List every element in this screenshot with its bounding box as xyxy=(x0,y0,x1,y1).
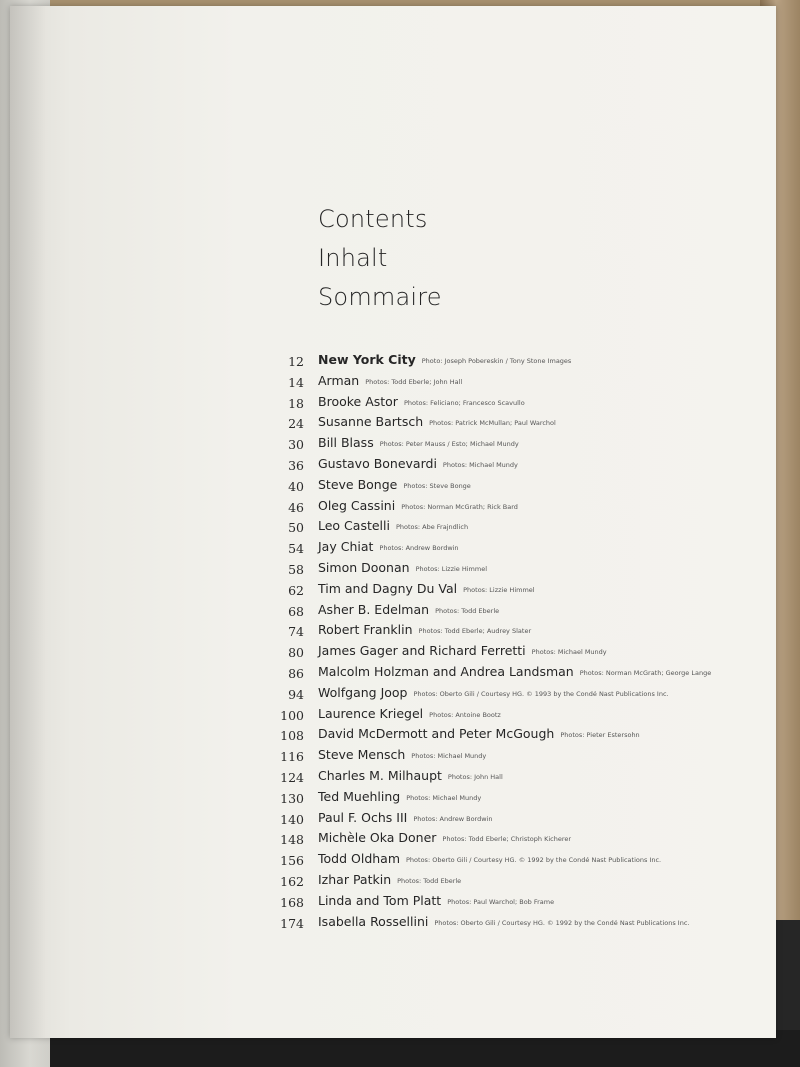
toc-entry-title: Susanne Bartsch xyxy=(318,414,424,430)
toc-photo-credit: Photos: Patrick McMullan; Paul Warchol xyxy=(429,419,556,428)
toc-entry-text xyxy=(318,456,518,471)
toc-page-number: 168 xyxy=(280,894,304,910)
toc-entry xyxy=(278,664,748,685)
toc-page-number: 46 xyxy=(288,499,304,515)
toc-entry xyxy=(278,872,748,893)
toc-page-number: 58 xyxy=(288,561,304,577)
toc-entry xyxy=(278,810,748,831)
toc-photo-credit: Photo: Joseph Pobereskin / Tony Stone Images xyxy=(421,357,572,365)
toc-entry-text xyxy=(318,435,519,450)
toc-photo-credit: Photos: Oberto Gili / Courtesy HG. © 1993 by the Condé Nast Publications Inc. xyxy=(413,689,669,698)
toc-entry-title: Steve Mensch xyxy=(318,747,406,763)
toc-entry-text xyxy=(318,893,554,908)
toc-page-number: 54 xyxy=(288,541,304,557)
toc-photo-credit: Photos: Todd Eberle; John Hall xyxy=(365,377,463,386)
toc-page-number: 140 xyxy=(280,811,304,827)
toc-entry xyxy=(278,893,748,914)
toc-photo-credit: Photos: Andrew Bordwin xyxy=(379,544,459,553)
toc-entry-text xyxy=(318,498,518,513)
toc-photo-credit: Photos: Lizzie Himmel xyxy=(415,564,488,573)
toc-photo-credit: Photos: Oberto Gili / Courtesy HG. © 1992 by the Condé Nast Publications Inc. xyxy=(434,918,690,927)
toc-entry-title: Todd Oldham xyxy=(318,851,401,867)
toc-entry-text xyxy=(318,726,640,741)
toc-entry xyxy=(278,560,748,581)
toc-photo-credit: Photos: Oberto Gili / Courtesy HG. © 1992 by the Condé Nast Publications Inc. xyxy=(406,856,662,865)
toc-photo-credit: Photos: Andrew Bordwin xyxy=(413,814,493,823)
toc-entry xyxy=(278,768,748,789)
toc-entry-title: Wolfgang Joop xyxy=(318,684,408,700)
toc-entry xyxy=(278,685,748,706)
toc-entry xyxy=(278,373,748,394)
toc-entry xyxy=(278,747,748,768)
toc-page-number: 94 xyxy=(288,686,304,702)
toc-entry-title: Laurence Kriegel xyxy=(318,705,424,721)
toc-page-number: 14 xyxy=(288,374,304,390)
toc-entry xyxy=(278,706,748,727)
heading-german: Inhalt xyxy=(318,244,388,272)
heading-english: Contents xyxy=(318,205,428,233)
toc-entry-title: Charles M. Milhaupt xyxy=(318,767,442,783)
toc-page-number: 50 xyxy=(288,520,304,536)
toc-entry xyxy=(278,518,748,539)
toc-entry-title: Tim and Dagny Du Val xyxy=(318,580,458,596)
toc-entry-text xyxy=(318,581,535,596)
toc-entry-title: David McDermott and Peter McGough xyxy=(318,726,555,742)
toc-entry xyxy=(278,643,748,664)
toc-photo-credit: Photos: Antoine Bootz xyxy=(429,710,501,719)
contents-heading xyxy=(318,200,442,317)
toc-entry-text xyxy=(318,789,481,804)
toc-page-number: 100 xyxy=(280,707,304,723)
toc-entry-title: Ted Muehling xyxy=(318,788,401,804)
toc-entry-title: Gustavo Bonevardi xyxy=(318,455,437,471)
toc-entry-title: Robert Franklin xyxy=(318,622,413,638)
toc-entry-title: Malcolm Holzman and Andrea Landsman xyxy=(318,663,574,679)
toc-photo-credit: Photos: Michael Mundy xyxy=(442,460,518,469)
toc-entry-title: New York City xyxy=(318,352,416,367)
toc-entry-text xyxy=(318,352,571,367)
toc-page-number: 174 xyxy=(280,915,304,931)
toc-entry-text xyxy=(318,747,486,762)
toc-entry-text xyxy=(318,414,556,429)
toc-photo-credit: Photos: Michael Mundy xyxy=(406,793,482,802)
toc-photo-credit: Photos: Peter Mauss / Esto; Michael Mundy xyxy=(379,440,519,449)
toc-entry xyxy=(278,456,748,477)
toc-entry-title: Bill Blass xyxy=(318,435,374,451)
toc-entry-text xyxy=(318,394,525,409)
toc-entry-title: Brooke Astor xyxy=(318,393,398,409)
toc-entry-text xyxy=(318,810,492,825)
toc-entry-title: Isabella Rossellini xyxy=(318,913,429,929)
toc-page-number: 68 xyxy=(288,603,304,619)
toc-page-number: 74 xyxy=(288,624,304,640)
toc-photo-credit: Photos: Abe Frajndlich xyxy=(395,523,469,532)
toc-page-number: 24 xyxy=(288,416,304,432)
toc-entry-title: Michèle Oka Doner xyxy=(318,830,437,846)
toc-entry-text xyxy=(318,872,461,887)
toc-entry-title: Asher B. Edelman xyxy=(318,601,430,617)
toc-entry-title: Simon Doonan xyxy=(318,559,410,575)
toc-page-number: 40 xyxy=(288,478,304,494)
toc-photo-credit: Photos: Michael Mundy xyxy=(531,648,607,657)
toc-photo-credit: Photos: Lizzie Himmel xyxy=(463,585,535,594)
toc-entry-text xyxy=(318,914,689,929)
toc-entry-title: Leo Castelli xyxy=(318,518,390,534)
toc-entry-title: Izhar Patkin xyxy=(318,871,392,887)
toc-page-number: 116 xyxy=(280,749,304,765)
toc-photo-credit: Photos: Norman McGrath; Rick Bard xyxy=(401,502,518,511)
toc-entry-text xyxy=(318,539,459,554)
toc-page-number: 62 xyxy=(288,582,304,598)
toc-entry-text xyxy=(318,851,661,866)
toc-entry xyxy=(278,914,748,935)
toc-entry xyxy=(278,789,748,810)
toc-entry-text xyxy=(318,560,487,575)
toc-photo-credit: Photos: John Hall xyxy=(447,772,503,781)
toc-entry xyxy=(278,539,748,560)
toc-entry-title: Arman xyxy=(318,372,360,388)
toc-entry xyxy=(278,414,748,435)
page-gutter-shadow xyxy=(10,6,46,1038)
heading-french: Sommaire xyxy=(318,283,442,311)
toc-entry xyxy=(278,851,748,872)
toc-photo-credit: Photos: Paul Warchol; Bob Frame xyxy=(447,897,555,906)
toc-entry xyxy=(278,581,748,602)
toc-entry xyxy=(278,394,748,415)
toc-entry xyxy=(278,477,748,498)
toc-page-number: 124 xyxy=(280,769,304,785)
toc-entry-text xyxy=(318,706,501,721)
toc-entry xyxy=(278,602,748,623)
toc-page-number: 130 xyxy=(280,790,304,806)
toc-entry-title: Jay Chiat xyxy=(318,539,374,555)
toc-page-number: 80 xyxy=(288,645,304,661)
toc-entry-text xyxy=(318,602,499,617)
toc-page-number: 12 xyxy=(288,354,304,369)
toc-page-number: 36 xyxy=(288,457,304,473)
toc-photo-credit: Photos: Pieter Estersohn xyxy=(560,731,640,740)
table-of-contents xyxy=(278,352,748,934)
toc-entry xyxy=(278,622,748,643)
toc-entry-text xyxy=(318,830,571,845)
toc-photo-credit: Photos: Norman McGrath; George Lange xyxy=(579,668,712,677)
toc-photo-credit: Photos: Steve Bonge xyxy=(403,481,471,490)
toc-photo-credit: Photos: Todd Eberle; Audrey Slater xyxy=(418,627,532,636)
toc-entry-title: Steve Bonge xyxy=(318,476,398,492)
toc-page-number: 18 xyxy=(288,395,304,411)
toc-entry-text xyxy=(318,477,471,492)
toc-photo-credit: Photos: Todd Eberle xyxy=(435,606,500,615)
toc-entry-text xyxy=(318,518,468,533)
toc-entry-title: Paul F. Ochs III xyxy=(318,809,408,825)
toc-entry-text xyxy=(318,373,462,388)
toc-photo-credit: Photos: Feliciano; Francesco Scavullo xyxy=(403,398,525,407)
toc-photo-credit: Photos: Todd Eberle; Christoph Kicherer xyxy=(442,835,572,844)
toc-photo-credit: Photos: Michael Mundy xyxy=(411,752,487,761)
toc-entry xyxy=(278,830,748,851)
toc-page-number: 86 xyxy=(288,665,304,681)
toc-entry-text xyxy=(318,622,531,637)
toc-entry xyxy=(278,435,748,456)
toc-entry xyxy=(278,498,748,519)
toc-entry-text xyxy=(318,768,503,783)
toc-page-number: 148 xyxy=(280,832,304,848)
toc-entry-text xyxy=(318,664,711,679)
toc-photo-credit: Photos: Todd Eberle xyxy=(397,876,462,885)
toc-entry-title: Linda and Tom Platt xyxy=(318,892,442,908)
toc-page-number: 30 xyxy=(288,437,304,453)
toc-entry-text xyxy=(318,685,669,700)
toc-entry-title: Oleg Cassini xyxy=(318,497,396,513)
toc-page-number: 162 xyxy=(280,873,304,889)
toc-entry xyxy=(278,352,748,373)
toc-page-number: 108 xyxy=(280,728,304,744)
toc-page-number: 156 xyxy=(280,853,304,869)
toc-entry-title: James Gager and Richard Ferretti xyxy=(318,643,526,659)
toc-entry-text xyxy=(318,643,607,658)
toc-entry xyxy=(278,726,748,747)
